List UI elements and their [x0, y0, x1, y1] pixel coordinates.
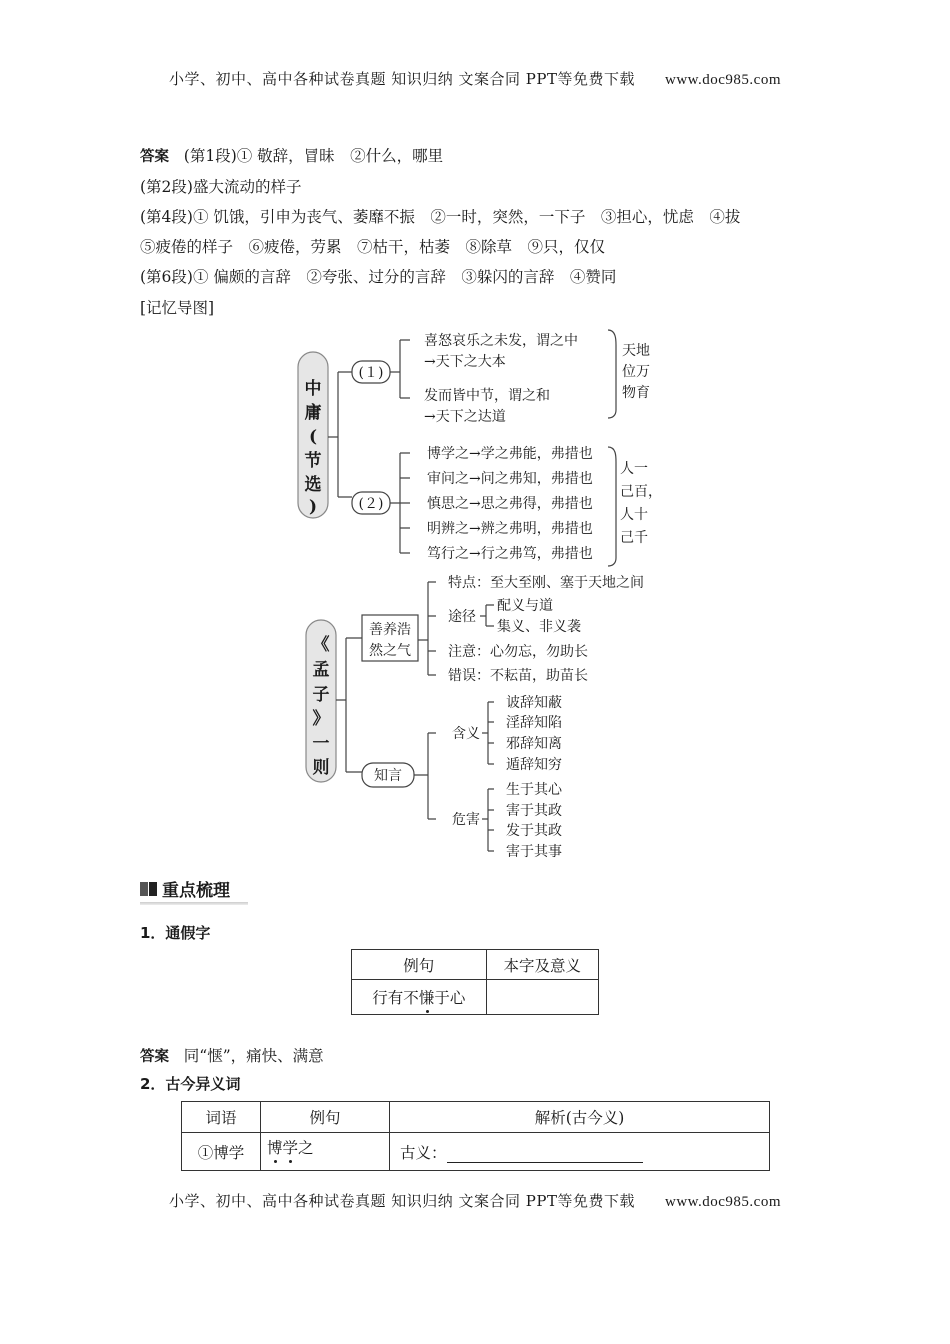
mengzi-title-4: 》	[312, 709, 330, 729]
hanyi-item-4: 遁辞知穷	[506, 757, 562, 773]
hanyi-item-3: 邪辞知离	[506, 736, 562, 752]
zhongyong-title-2: 庸	[304, 403, 322, 423]
zhongyong-title-6: )	[308, 497, 318, 517]
t2-word-cell: ①博学	[182, 1133, 261, 1171]
b2-item-3: 慎思之→思之弗得，弗措也	[427, 496, 593, 512]
mengzi-title-1: 《	[312, 635, 330, 655]
b2-item-5: 笃行之→行之弗笃，弗措也	[427, 546, 593, 562]
b2-result-2: 己百，	[620, 484, 662, 500]
section-marker-icon	[140, 880, 158, 898]
t2-example-cell: 博学之	[261, 1133, 390, 1171]
b2-item-4: 明辨之→辨之弗明，弗措也	[427, 521, 593, 537]
t2-header-word: 词语	[182, 1102, 261, 1133]
tujing-item-2: 集义、非义袭	[497, 619, 581, 635]
haoran-item-3: 注意：心勿忘，勿助长	[448, 644, 588, 660]
haoran-item-4: 错误：不耘苗，助苗长	[448, 668, 588, 684]
gujin-table	[181, 1101, 770, 1171]
weihai-item-2: 害于其政	[506, 803, 562, 819]
hanyi-item-1: 诐辞知蔽	[506, 695, 562, 711]
haoran-item-2: 途径	[448, 609, 476, 625]
t2-analysis-cell: 古义：	[390, 1133, 770, 1171]
mengzi-title-5: 一	[312, 734, 330, 754]
answer-line-2: (第2段)盛大流动的样子	[140, 178, 302, 196]
tujing-item-1: 配义与道	[497, 598, 553, 614]
b2-item-2: 审问之→问之弗知，弗措也	[427, 471, 593, 487]
b2-item-1: 博学之→学之弗能，弗措也	[427, 446, 593, 462]
weihai-item-1: 生于其心	[506, 782, 562, 798]
t2-header-analysis: 解析(古今义)	[390, 1102, 770, 1133]
b2-result-4: 己千	[620, 530, 648, 546]
q1-answer: 答案 同“惬”，痛快、满意	[140, 1047, 324, 1065]
mengzi-title-6: 则	[312, 758, 330, 778]
hanyi-label: 含义	[452, 726, 480, 742]
fill-blank[interactable]	[447, 1148, 643, 1163]
page-footer: 小学、初中、高中各种试卷真题 知识归纳 文案合同 PPT等免费下载 www.doc985.com	[168, 1192, 781, 1210]
branch-2-label: (２)	[358, 496, 384, 512]
answer-line-5: (第6段)① 偏颇的言辞 ②夸张、过分的言辞 ③躲闪的言辞 ④赞同	[140, 268, 617, 286]
t2-header-example: 例句	[261, 1102, 390, 1133]
b1-item-2: →天下之大本	[424, 354, 506, 370]
b1-result-3: 物育	[622, 385, 650, 401]
b2-result-3: 人十	[620, 507, 648, 523]
zhiyan-label: 知言	[374, 768, 402, 784]
weihai-label: 危害	[452, 812, 480, 828]
branch-1-label: (１)	[358, 365, 384, 381]
section-heading: 重点梳理	[140, 876, 230, 901]
mindmap-heading: [记忆导图]	[140, 299, 215, 317]
t1-header-meaning: 本字及意义	[486, 950, 598, 980]
q1-title: 1．通假字	[140, 924, 211, 942]
b1-item-1: 喜怒哀乐之未发，谓之中	[424, 333, 578, 349]
zhongyong-title-4: 节	[304, 451, 322, 471]
q2-title: 2．古今异义词	[140, 1075, 241, 1093]
b2-result-1: 人一	[620, 461, 648, 477]
t1-header-example: 例句	[352, 950, 487, 980]
b1-result-2: 位万	[622, 364, 650, 380]
hanyi-item-2: 淫辞知陷	[506, 715, 562, 731]
answer-line-3: (第4段)① 饥饿，引申为丧气、萎靡不振 ②一时，突然，一下子 ③担心，忧虑 ④拔	[140, 208, 741, 226]
answer-line-1: 答案 (第1段)① 敬辞，冒昧 ②什么，哪里	[140, 147, 444, 165]
b1-item-4: →天下之达道	[424, 409, 506, 425]
answer-line-4: ⑤疲倦的样子 ⑥疲倦，劳累 ⑦枯干，枯萎 ⑧除草 ⑨只，仅仅	[140, 238, 606, 256]
weihai-item-3: 发于其政	[506, 823, 562, 839]
zhongyong-title-1: 中	[304, 379, 322, 399]
mengzi-title-2: 孟	[312, 660, 330, 680]
b1-item-3: 发而皆中节，谓之和	[424, 388, 550, 404]
t1-answer-cell	[486, 980, 598, 1015]
zhongyong-title-5: 选	[304, 475, 322, 495]
b1-result-1: 天地	[622, 343, 650, 359]
tongjiazi-table	[351, 949, 599, 1015]
haoran-label-1: 善养浩	[369, 622, 411, 638]
haoran-item-1: 特点：至大至刚、塞于天地之间	[448, 575, 644, 591]
haoran-label-2: 然之气	[369, 643, 411, 659]
zhongyong-title-3: (	[308, 427, 318, 447]
weihai-item-4: 害于其事	[506, 844, 562, 860]
t1-example-cell: 行有不慊于心	[352, 980, 487, 1015]
page-header: 小学、初中、高中各种试卷真题 知识归纳 文案合同 PPT等免费下载 www.doc985.com	[168, 70, 781, 88]
mengzi-title-3: 子	[312, 685, 330, 705]
